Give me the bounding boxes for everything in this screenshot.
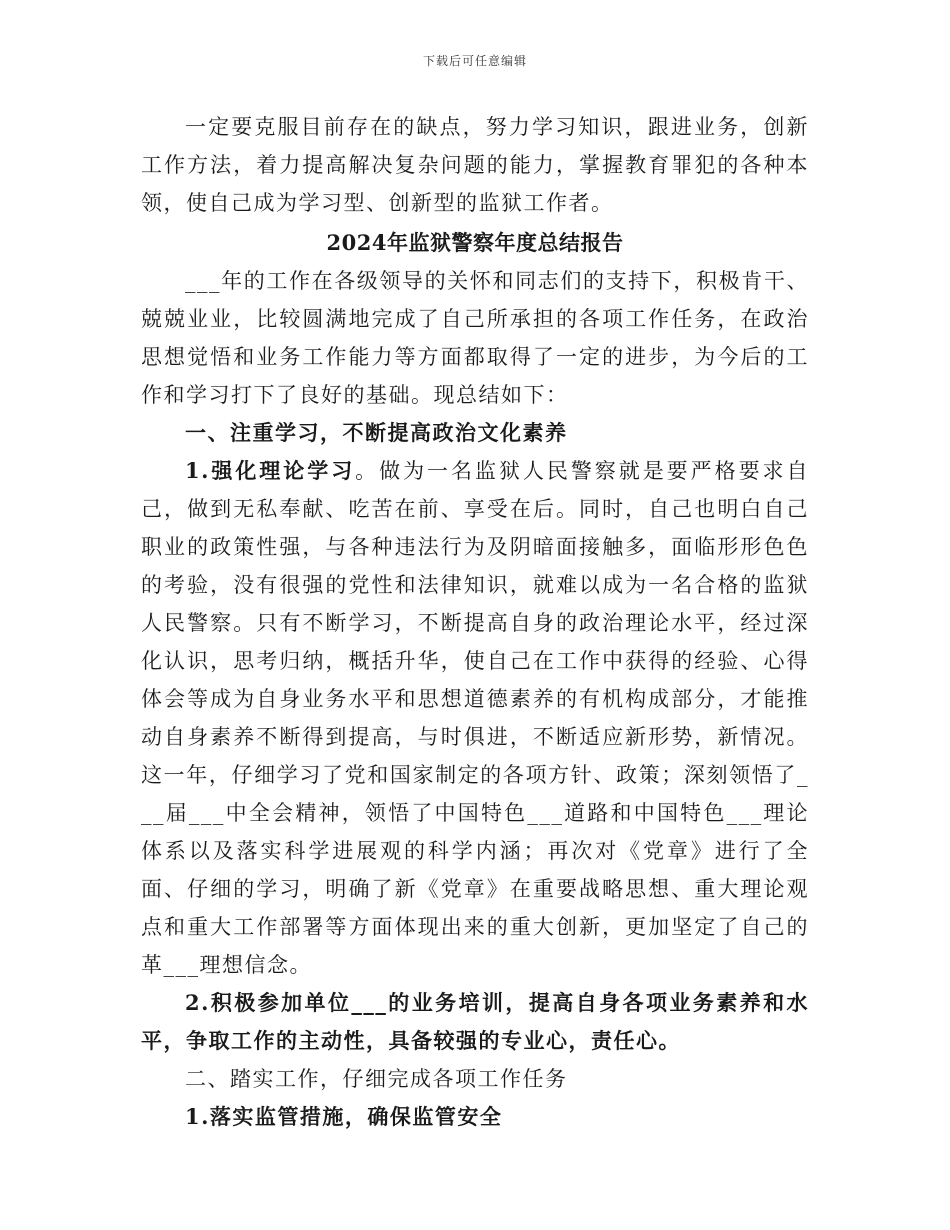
opening-paragraph: ___年的工作在各级领导的关怀和同志们的支持下，积极肯干、兢兢业业，比较圆满地完成了自己所承担的各项工作任务，在政治思想觉悟和业务工作能力等方面都取得了一定的进步，为今后的工作和学习打下了良好的基础。现总结如下：	[141, 269, 809, 407]
document-body	[141, 108, 809, 1136]
item1-paragraph	[141, 452, 809, 984]
intro-paragraph: 一定要克服目前存在的缺点，努力学习知识，跟进业务，创新工作方法，着力提高解决复杂问题的能力，掌握教育罪犯的各种本领，使自己成为学习型、创新型的监狱工作者。	[141, 115, 809, 215]
section2-heading: 二、踏实工作，仔细完成各项工作任务	[185, 1067, 568, 1091]
item2-paragraph: 2.积极参加单位___的业务培训，提高自身各项业务素养和水平，争取工作的主动性，具备较强的专业心，责任心。	[141, 990, 809, 1053]
section1-heading: 一、注重学习，不断提高政治文化素养	[185, 420, 568, 445]
item1-body: 。做为一名监狱人民警察就是要严格要求自己，做到无私奉献、吃苦在前、享受在后。同时，自己也明白自己职业的政策性强，与各种违法行为及阴暗面接触多，面临形形色色的考验，没有很强的党性和法律知识，就难以成为一名合格的监狱人民警察。只有不断学习，不断提高自身的政治理论水平，经过深化认识，思考归纳，概括升华，使自己在工作中获得的经验、心得体会等成为自身业务水平和思想道德素养的有机构成部分，才能推动自身素养不断得到提高，与时俱进，不断适应新形势，新情况。这一年，仔细学习了党和国家制定的各项方针、政策；深刻领悟了___届___中全会精神，领悟了中国特色___道路和中国特色___理论体系以及落实科学进展观的科学内涵；再次对《党章》进行了全面、仔细的学习，明确了新《党章》在重要战略思想、重大理论观点和重大工作部署等方面体现出来的重大创新，更加坚定了自己的革___理想信念。	[141, 459, 809, 977]
section2-item1: 1.落实监管措施，确保监管安全	[185, 1104, 503, 1129]
document-title: 2024年监狱警察年度总结报告	[326, 230, 624, 255]
header-note: 下载后可任意编辑	[422, 54, 527, 68]
item1-lead: 1.强化理论学习	[185, 458, 356, 483]
